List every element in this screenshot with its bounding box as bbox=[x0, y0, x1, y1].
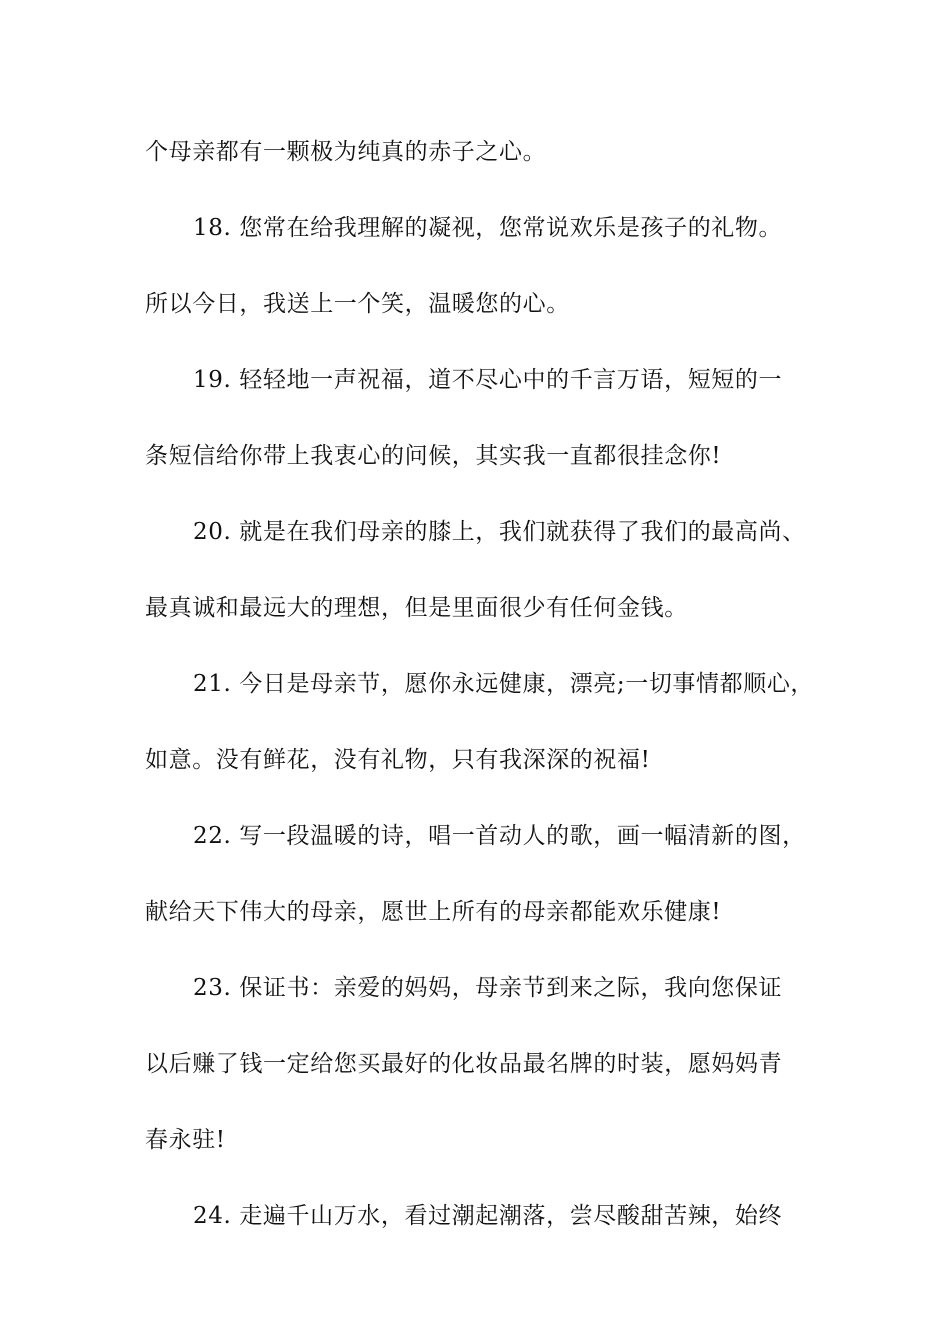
item-19-line: 19. 轻轻地一声祝福，道不尽心中的千言万语，短短的一 bbox=[193, 367, 783, 393]
text-line: 条短信给你带上我衷心的问候，其实我一直都很挂念你! bbox=[145, 443, 722, 469]
text-line: 以后赚了钱一定给您买最好的化妆品最名牌的时装，愿妈妈青 bbox=[145, 1051, 783, 1077]
item-22-line: 22. 写一段温暖的诗，唱一首动人的歌，画一幅清新的图， bbox=[193, 823, 806, 849]
text-line: 所以今日，我送上一个笑，温暖您的心。 bbox=[145, 291, 570, 317]
text-line: 个母亲都有一颗极为纯真的赤子之心。 bbox=[145, 139, 547, 165]
text-line: 如意。没有鲜花，没有礼物，只有我深深的祝福! bbox=[145, 747, 651, 773]
item-24-line: 24. 走遍千山万水，看过潮起潮落，尝尽酸甜苦辣，始终 bbox=[193, 1203, 783, 1229]
text-line: 最真诚和最远大的理想，但是里面很少有任何金钱。 bbox=[145, 595, 688, 621]
item-23-line: 23. 保证书：亲爱的妈妈，母亲节到来之际，我向您保证 bbox=[193, 975, 783, 1001]
text-line: 春永驻! bbox=[145, 1127, 226, 1153]
item-20-line: 20. 就是在我们母亲的膝上，我们就获得了我们的最高尚、 bbox=[193, 519, 806, 545]
text-line: 献给天下伟大的母亲，愿世上所有的母亲都能欢乐健康! bbox=[145, 899, 722, 925]
item-18-line: 18. 您常在给我理解的凝视，您常说欢乐是孩子的礼物。 bbox=[193, 215, 783, 241]
item-21-line: 21. 今日是母亲节，愿你永远健康，漂亮;一切事情都顺心， bbox=[193, 671, 815, 697]
